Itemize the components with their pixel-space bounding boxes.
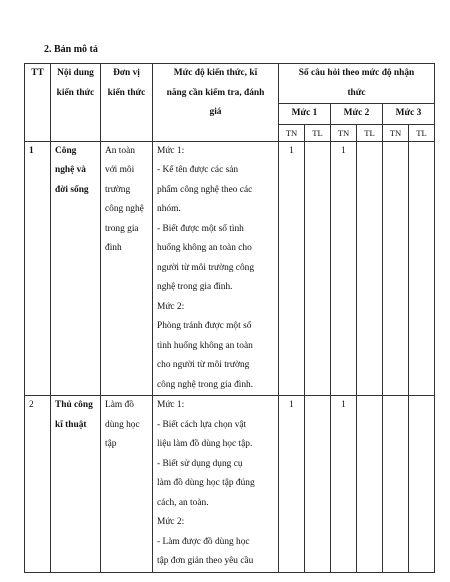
table-row xyxy=(25,141,435,396)
section-title: 2. Bản mô tả xyxy=(44,44,98,55)
header-level-1: Mức 1 xyxy=(279,104,331,125)
header-question-count: Số câu hỏi theo mức độ nhận thức xyxy=(279,64,435,104)
header-level-2: Mức 2 xyxy=(331,104,383,125)
count-level2-tl xyxy=(357,396,383,573)
row-content: Công nghệ và đời sống xyxy=(51,141,101,396)
header-content: Nội dung kiến thức xyxy=(51,64,101,142)
count-level3-tn xyxy=(383,396,409,573)
count-level1-tn: 1 xyxy=(279,141,305,396)
description-table xyxy=(24,63,435,573)
row-unit: An toàn với môi trường công nghệ trong gia đình xyxy=(101,141,153,396)
header-tn: TN xyxy=(279,124,305,141)
table-row xyxy=(25,396,435,573)
header-tl: TL xyxy=(409,124,435,141)
row-content: Thủ công kĩ thuật xyxy=(51,396,101,573)
count-level2-tn: 1 xyxy=(331,396,357,573)
count-level1-tn: 1 xyxy=(279,396,305,573)
row-level-description: Mức 1: - Biết cách lựa chọn vật liệu làm đồ dùng học tập. - Biết sử dụng dụng cụ làm đồ dùng học tập đúng cách, an toàn. Mức 2: - Làm được đồ dùng học tập đơn giản theo yêu cầu xyxy=(153,396,279,573)
header-tl: TL xyxy=(305,124,331,141)
header-level-3: Mức 3 xyxy=(383,104,435,125)
count-level1-tl xyxy=(305,141,331,396)
header-row xyxy=(25,64,435,104)
count-level2-tl xyxy=(357,141,383,396)
row-level-description: Mức 1: - Kể tên được các sản phẩm công nghệ theo các nhóm. - Biết được một số tình huống không an toàn cho người từ môi trường công nghệ trong gia đình. Mức 2: Phòng tránh được một số tình huống không an toàn cho người từ môi trường công nghệ trong gia đình. xyxy=(153,141,279,396)
header-tn: TN xyxy=(331,124,357,141)
count-level3-tl xyxy=(409,141,435,396)
count-level1-tl xyxy=(305,396,331,573)
header-unit: Đơn vị kiến thức xyxy=(101,64,153,142)
row-number: 2 xyxy=(25,396,51,573)
row-number: 1 xyxy=(25,141,51,396)
header-tt: TT xyxy=(25,64,51,142)
count-level3-tl xyxy=(409,396,435,573)
header-tn: TN xyxy=(383,124,409,141)
row-unit: Làm đồ dùng học tập xyxy=(101,396,153,573)
header-tl: TL xyxy=(357,124,383,141)
count-level2-tn: 1 xyxy=(331,141,357,396)
count-level3-tn xyxy=(383,141,409,396)
header-level-description: Mức độ kiến thức, kĩ năng cần kiểm tra, đánh giá xyxy=(153,64,279,142)
